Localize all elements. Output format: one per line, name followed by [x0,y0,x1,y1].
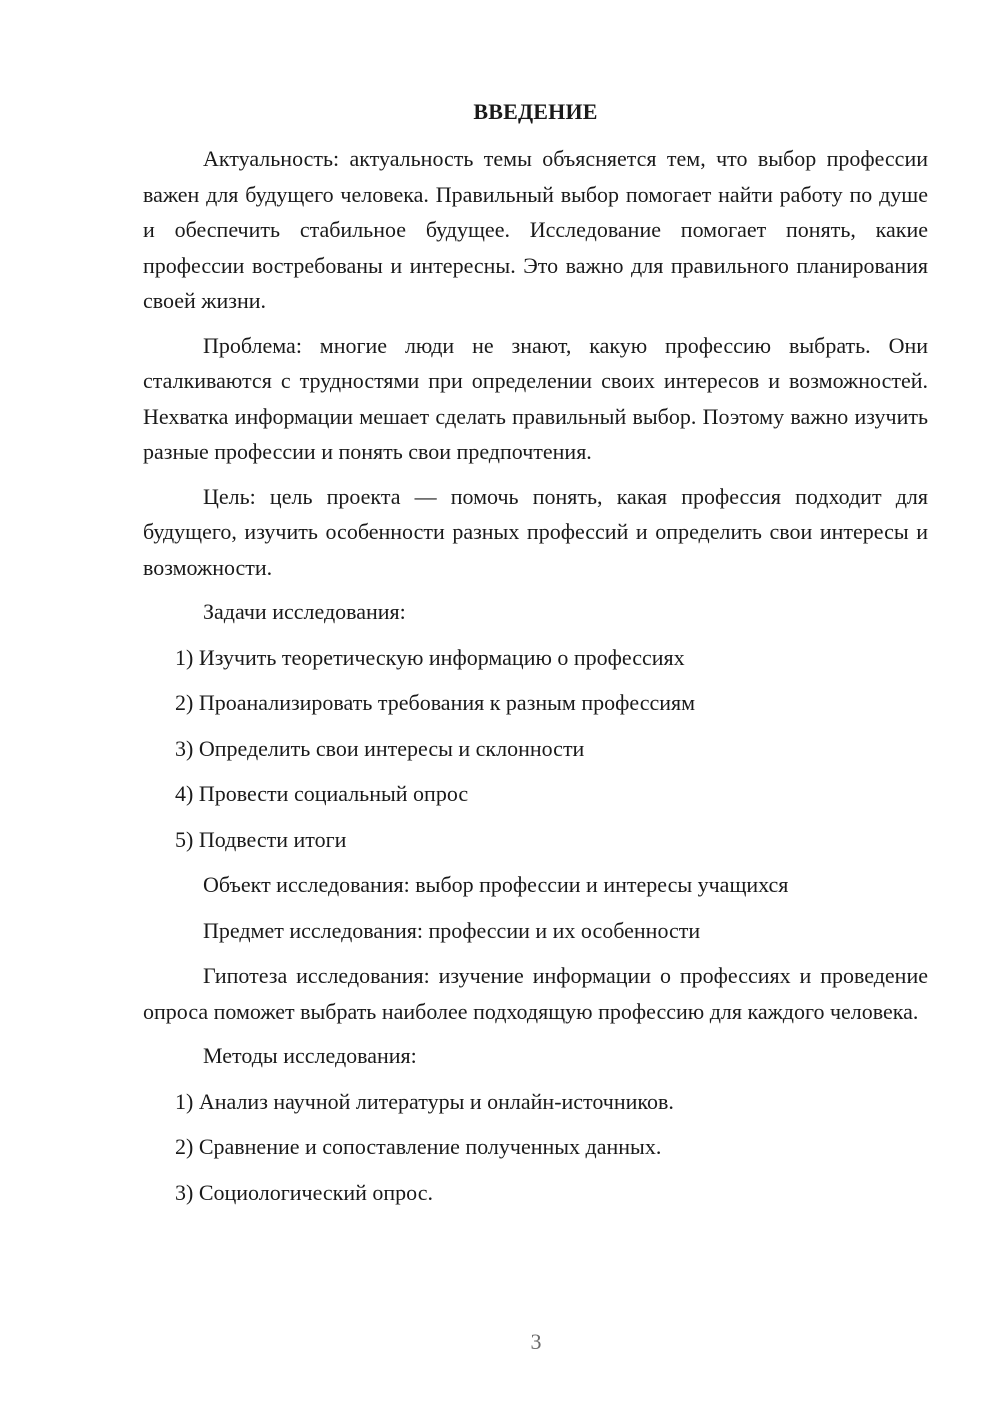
task-item: 5) Подвести итоги [175,826,347,852]
object-line: Объект исследования: выбор профессии и интересы учащихся [203,872,789,897]
page-content [143,94,928,1220]
tasks-list [143,640,928,858]
task-item: 1) Изучить теоретическую информацию о профессиях [175,644,685,670]
method-item: 2) Сравнение и сопоставление полученных данных. [175,1134,662,1159]
page-number: 3 [530,1329,542,1354]
method-item: 1) Анализ научной литературы и онлайн-источников. [175,1088,674,1114]
task-item: 4) Провести социальный опрос [175,781,469,806]
section-title: ВВЕДЕНИЕ [473,99,598,124]
subject-line: Предмет исследования: профессии и их особенности [203,917,701,943]
method-item: 3) Социологический опрос. [175,1179,433,1205]
methods-label: Методы исследования: [203,1043,417,1068]
goal-paragraph: Цель: цель проекта — помочь понять, какая профессия подходит для будущего, изучить особенности разных профессий и определить свои интересы и возможности. [143,483,928,580]
tasks-label: Задачи исследования: [203,599,406,624]
hypothesis-paragraph: Гипотеза исследования: изучение информации о профессиях и проведение опроса поможет выбрать наиболее подходящую профессию для каждого человека. [143,963,928,1024]
problem-paragraph: Проблема: многие люди не знают, какую профессию выбрать. Они сталкиваются с трудностями при определении своих интересов и возможностей. Нехватка информации мешает сделать правильный выбор. Поэтому важно изучить разные профессии и понять свои предпочтения. [143,332,928,464]
relevance-paragraph: Актуальность: актуальность темы объясняется тем, что выбор профессии важен для будущего человека. Правильный выбор помогает найти работу по душе и обеспечить стабильное будущее. Исследование помогает понять, какие профессии востребованы и интересны. Это важно для правильного планирования своей жизни. [143,146,928,313]
task-item: 3) Определить свои интересы и склонности [175,735,585,761]
task-item: 2) Проанализировать требования к разным профессиям [175,690,696,715]
methods-list [143,1084,928,1211]
